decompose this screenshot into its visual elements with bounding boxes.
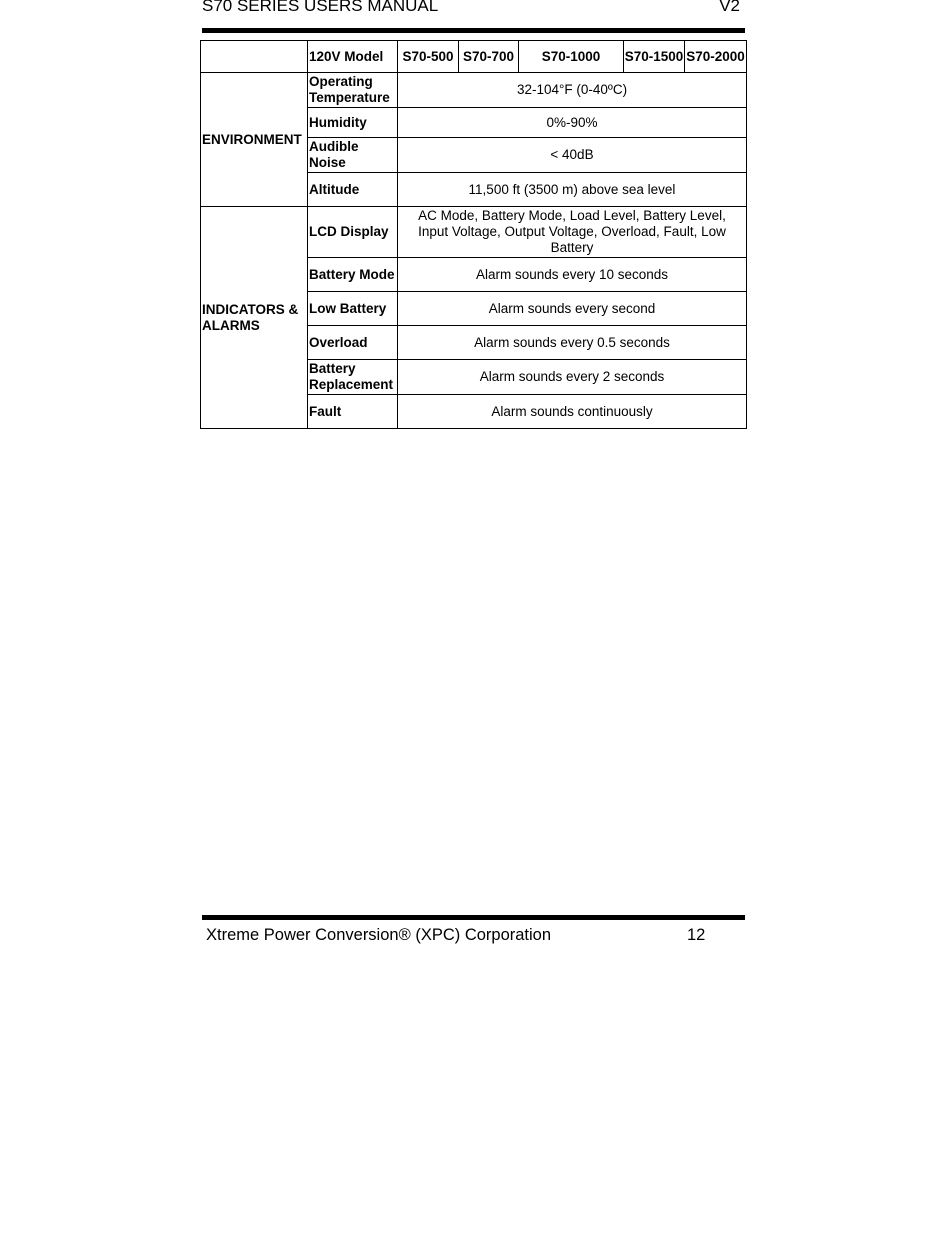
page-number: 12 bbox=[687, 926, 706, 944]
page-header-title: S70 SERIES USERS MANUAL bbox=[202, 0, 439, 15]
specifications-table bbox=[200, 40, 747, 429]
row-label: Fault bbox=[308, 395, 398, 429]
table-header-row bbox=[201, 41, 747, 73]
row-label: Humidity bbox=[308, 108, 398, 138]
model-s70-2000: S70-2000 bbox=[685, 41, 747, 73]
row-label: Battery Replacement bbox=[308, 360, 398, 395]
row-value: Alarm sounds every 10 seconds bbox=[398, 258, 747, 292]
table-row bbox=[201, 73, 747, 108]
row-label: LCD Display bbox=[308, 207, 398, 258]
header-divider bbox=[202, 28, 745, 33]
footer-company-name: Xtreme Power Conversion® (XPC) Corporation bbox=[206, 926, 552, 944]
row-value: 0%-90% bbox=[398, 108, 747, 138]
row-label: Overload bbox=[308, 326, 398, 360]
row-label: Battery Mode bbox=[308, 258, 398, 292]
row-label: Altitude bbox=[308, 173, 398, 207]
row-value: Alarm sounds every second bbox=[398, 292, 747, 326]
model-s70-700: S70-700 bbox=[459, 41, 519, 73]
corner-cell bbox=[201, 41, 308, 73]
footer-divider bbox=[202, 915, 745, 920]
row-value: Alarm sounds continuously bbox=[398, 395, 747, 429]
row-label: Operating Temperature bbox=[308, 73, 398, 108]
row-label: Audible Noise bbox=[308, 138, 398, 173]
table-row bbox=[201, 207, 747, 258]
page-header-version: V2 bbox=[719, 0, 740, 15]
row-value: AC Mode, Battery Mode, Load Level, Battery Level, Input Voltage, Output Voltage, Overload, Fault, Low Battery bbox=[398, 207, 747, 258]
row-value: Alarm sounds every 2 seconds bbox=[398, 360, 747, 395]
model-s70-1500: S70-1500 bbox=[624, 41, 685, 73]
row-value: < 40dB bbox=[398, 138, 747, 173]
row-value: 32-104°F (0-40ºC) bbox=[398, 73, 747, 108]
model-s70-500: S70-500 bbox=[398, 41, 459, 73]
row-label: Low Battery bbox=[308, 292, 398, 326]
row-value: 11,500 ft (3500 m) above sea level bbox=[398, 173, 747, 207]
model-s70-1000: S70-1000 bbox=[519, 41, 624, 73]
model-label-cell: 120V Model bbox=[308, 41, 398, 73]
row-value: Alarm sounds every 0.5 seconds bbox=[398, 326, 747, 360]
section-indicators-alarms: INDICATORS & ALARMS bbox=[201, 207, 308, 429]
section-environment: ENVIRONMENT bbox=[201, 73, 308, 207]
